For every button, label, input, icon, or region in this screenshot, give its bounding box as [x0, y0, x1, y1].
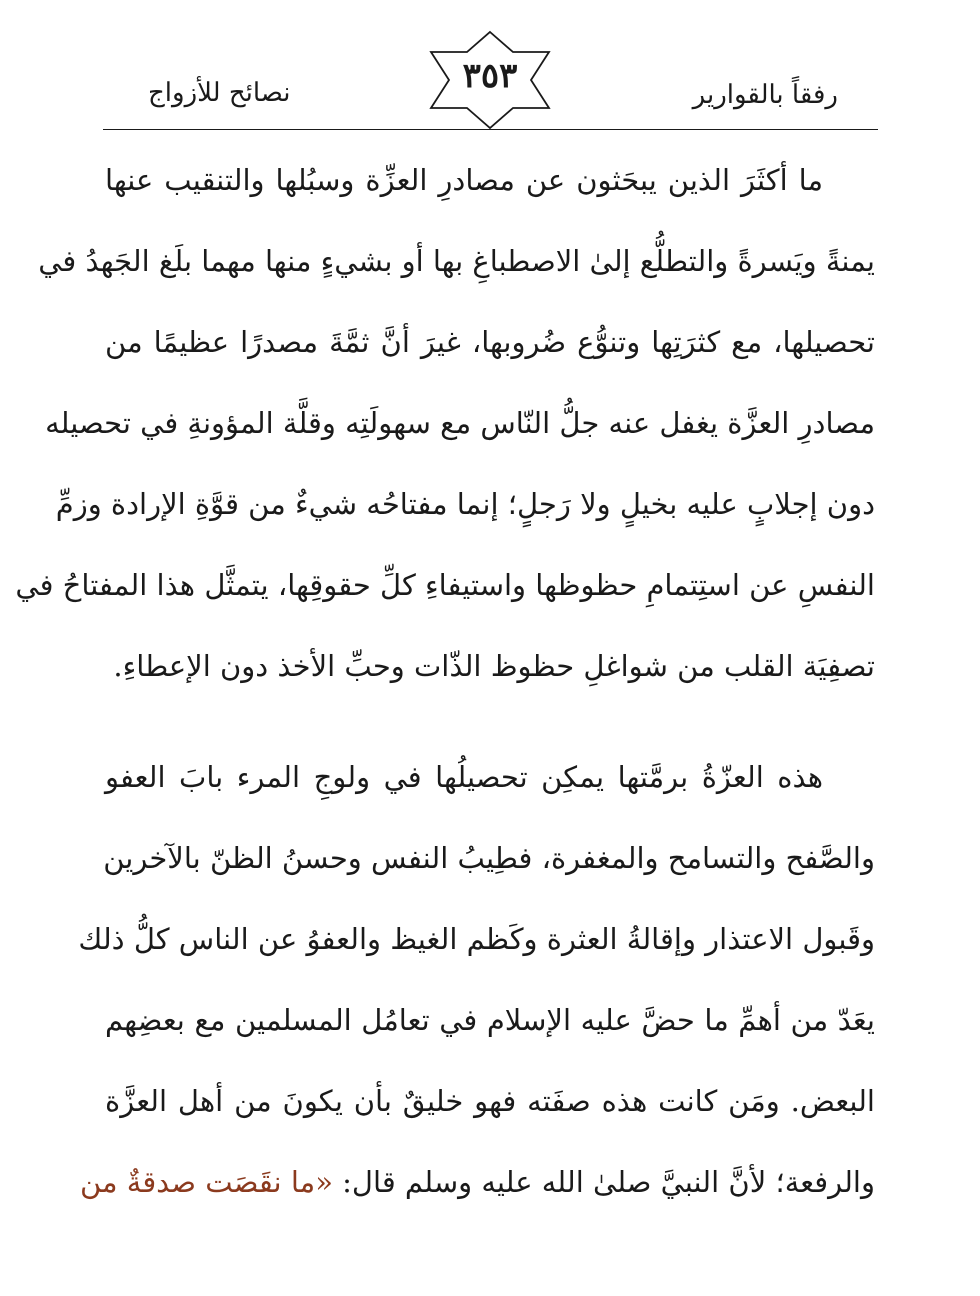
running-title-left: نصائح للأزواج	[148, 78, 291, 108]
page-number: ٣٥٣	[462, 56, 518, 96]
text-line: مصادرِ العزَّة يغفل عنه جلُّ النّاس مع سهولَتِه وقلَّة المؤونةِ في تحصيله	[45, 406, 875, 440]
hadith-quote: «ما نقَصَت صدقةٌ من	[79, 1165, 333, 1199]
running-title-right: رفقاً بالقوارير	[692, 80, 838, 110]
text-line: تحصيلها، مع كثرَتِها وتنوُّع ضُروبها، غيرَ أنَّ ثمَّةَ مصدرًا عظيمًا من	[105, 325, 875, 359]
text-line: ما أكثَرَ الذين يبحَثون عن مصادرِ العزِّة وسبُلها والتنقيب عنها	[105, 163, 823, 197]
text-line: وقَبول الاعتذار وإقالةُ العثرة وكَظم الغيظ والعفوُ عن الناس كلُّ ذلك	[78, 922, 875, 956]
text-line: هذه العزّةُ برمَّتها يمكِن تحصيلُها في ولوجِ المرء بابَ العفو	[105, 760, 823, 794]
text-line: يمنةً ويَسرةً والتطلُّع إلىٰ الاصطباغِ بها أو بشيءٍ منها مهما بلَغ الجَهدُ في	[38, 244, 875, 278]
text-line: والصَّفح والتسامح والمغفرة، فطِيبُ النفس وحسنُ الظنّ بالآخرين	[103, 841, 875, 875]
text-line: يعَدّ من أهمِّ ما حضَّ عليه الإسلام في تعامُل المسلمين مع بعضِهم	[105, 1003, 875, 1037]
paragraph-2	[78, 737, 875, 1223]
paragraph-1	[15, 140, 875, 707]
text-line: دون إجلابٍ عليه بخيلٍ ولا رَجلٍ؛ إنما مفتاحُه شيءٌ من قوَّةِ الإرادة وزمِّ	[55, 487, 875, 521]
text-line: تصفِيَة القلب من شواغلِ حظوظ الذّات وحبِّ الأخذ دون الإعطاءِ.	[113, 649, 875, 683]
header-divider	[103, 129, 878, 130]
page-header	[103, 30, 878, 130]
text-line: النفسِ عن استِتمامِ حظوظها واستيفاءِ كلِّ حقوقِها، يتمثَّل هذا المفتاحُ في	[15, 568, 875, 602]
text-span: والرفعة؛ لأنَّ النبيَّ صلىٰ الله عليه وسلم قال:	[332, 1165, 875, 1199]
text-line: البعض. ومَن كانت هذه صفَته فهو خليقٌ بأن يكونَ من أهل العزَّة	[105, 1084, 875, 1118]
text-line-with-hadith	[79, 1142, 875, 1223]
paragraph-gap	[105, 707, 875, 737]
body-text	[15, 140, 875, 1223]
page-number-badge	[427, 30, 553, 130]
